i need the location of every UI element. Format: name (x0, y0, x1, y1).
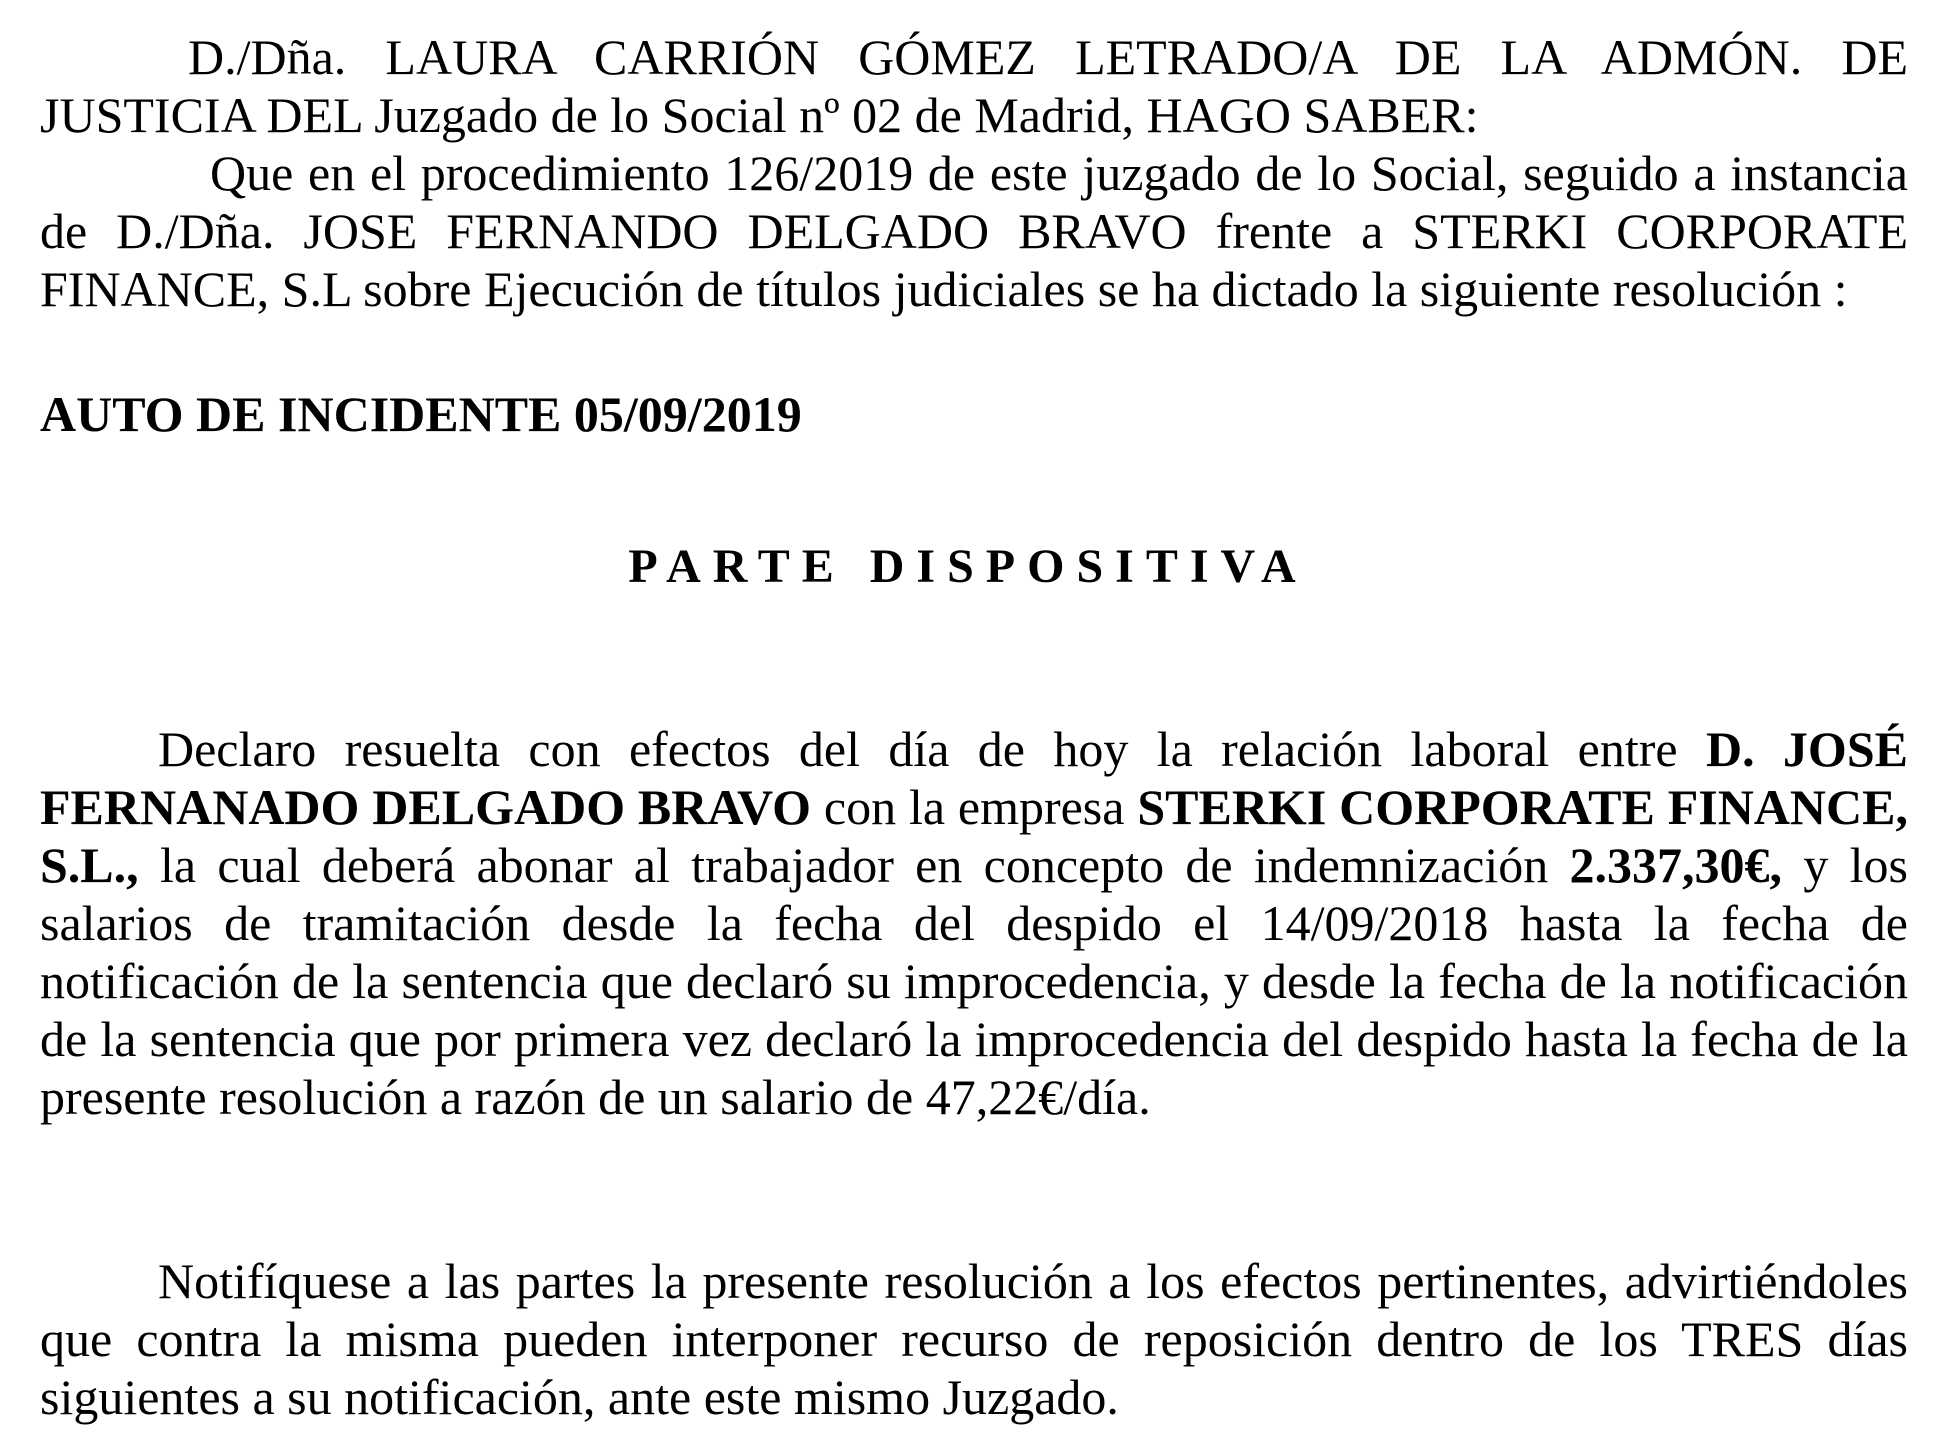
notification-paragraph: Notifíquese a las partes la presente resolución a los efectos pertinentes, advirtiéndoles que contra la misma pueden interponer recurso de reposición dentro de los TRES días siguientes a su notificación, ante este mismo Juzgado. (40, 1253, 1908, 1425)
resolution-paragraph (40, 720, 1908, 1126)
resolution-text-4: y los salarios de tramitación desde la fecha del despido el 14/09/2018 hasta la fecha de notificación de la sentencia que declaró su improcedencia, y desde la fecha de la notificación de la sentencia que por primera vez declaró la improcedencia del despido hasta la fecha de la presente resolución a razón de un salario de 47,22€/día. (40, 837, 1908, 1125)
resolution-text-2: con la empresa (811, 779, 1138, 835)
clerk-statement: D./Dña. LAURA CARRIÓN GÓMEZ LETRADO/A DE LA ADMÓN. DE JUSTICIA DEL Juzgado de lo Social nº 02 de Madrid, HAGO SABER: (40, 29, 1908, 143)
worker-name: D. JOSÉ FERNANADO DELGADO BRAVO (40, 721, 1908, 835)
auto-title: AUTO DE INCIDENTE 05/09/2019 (40, 386, 802, 442)
resolution-text-3: la cual deberá abonar al trabajador en concepto de indemnización (138, 837, 1570, 893)
section-heading: PARTE DISPOSITIVA (628, 540, 1308, 593)
procedure-statement: Que en el procedimiento 126/2019 de este juzgado de lo Social, seguido a instancia de D./Dña. JOSE FERNANDO DELGADO BRAVO frente a STERKI CORPORATE FINANCE, S.L sobre Ejecución de títulos judiciales se ha dictado la siguiente resolución : (40, 145, 1908, 317)
compensation-amount: 2.337,30€, (1569, 837, 1783, 893)
intro-section (40, 28, 1908, 318)
resolution-text-1: Declaro resuelta con efectos del día de hoy la relación laboral entre (158, 721, 1706, 777)
company-name: STERKI CORPORATE FINANCE, S.L., (40, 779, 1908, 893)
